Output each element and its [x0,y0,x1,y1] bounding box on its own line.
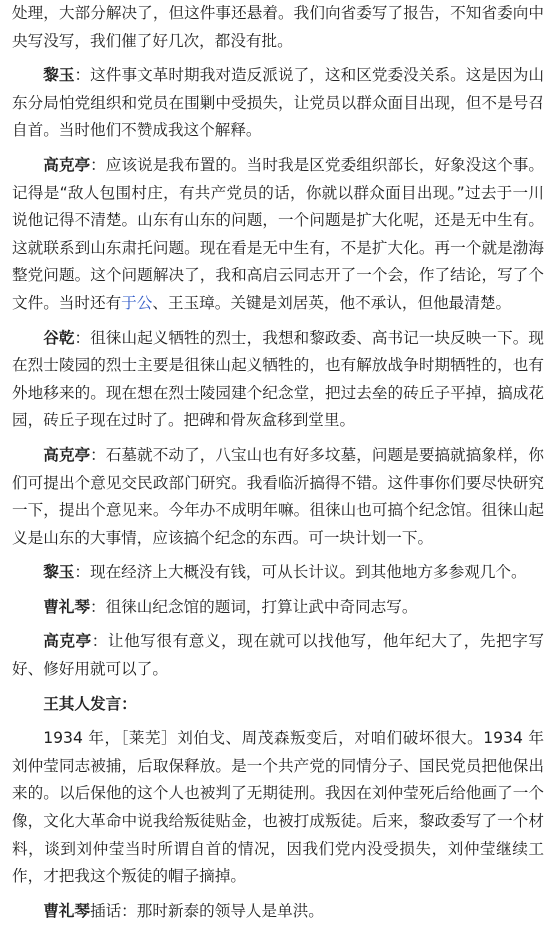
speaker-name: 高克亭 [43,155,91,174]
paragraph-caoliqin-2 [12,898,544,926]
paragraph-caoliqin-1 [12,594,544,622]
paragraph-text: ：徂徕山纪念馆的题词，打算让武中奇同志写。 [89,597,418,616]
speaker-name: 曹礼琴 [43,597,90,616]
speaker-name: 黎玉 [43,66,75,85]
paragraph-text: 1934 年，［莱芜］刘伯戈、周茂森叛变后，对咱们破坏很大。1934 年刘仲莹同志被捕，后取保释放。是一个共产党的同情分子、国民党员把他保出来的。以后保他的这个人也被判了无期徒刑。我因在刘仲莹死后给他画了一个像，文化大革命中说我给叛徒贴金，也被打成叛徒。后来，黎政委写了一个材料，谈到刘仲莹当时所谓自首的情况，因我们党内没受损失，刘仲莹继续工作，才把我这个叛徒的帽子摘掉。 [12,729,544,886]
paragraph-liyu-1 [12,62,544,145]
speaker-name: 高克亭 [43,445,91,464]
speaker-name: 谷乾 [43,328,75,347]
speaker-name: 高克亭 [43,632,92,651]
paragraph-text: ：让他写很有意义，现在就可以找他写，他年纪大了，先把字写好、修好用就可以了。 [12,632,544,679]
person-link[interactable]: 于公 [121,293,153,312]
section-heading: 王其人发言： [43,694,137,713]
paragraph-gaoketing-1 [12,152,544,318]
paragraph-text: 处理，大部分解决了，但这件事还悬着。我们向省委写了报告，不知省委向中央写没写，我们催了好几次，都没有批。 [12,4,544,50]
paragraph-text: 插话：那时新泰的领导人是单洪。 [89,901,324,920]
paragraph-liyu-2 [12,559,544,587]
paragraph-gaoketing-3 [12,628,544,683]
paragraph-text: ：徂徕山起义牺牲的烈士，我想和黎政委、高书记一块反映一下。现在烈士陵园的烈士主要是徂徕山起义牺牲的，也有解放战争时期牺牲的，也有外地移来的。现在想在烈士陵园建个纪念堂，把过去垒的砖丘子平掉，搞成花园，砖丘子现在过时了。把碑和骨灰盒移到堂里。 [12,328,544,430]
paragraph-guqian [12,325,544,435]
paragraph-continuation [12,0,544,55]
paragraph-text: ：这件事文革时期我对造反派说了，这和区党委没关系。这是因为山东分局怕党组织和党员在围剿中受损失，让党员以群众面目出现，但不是号召自首。当时他们不赞成我这个解释。 [12,66,544,140]
speaker-name: 曹礼琴 [43,901,90,920]
speaker-name: 黎玉 [43,563,75,582]
paragraph-wangqiren [12,725,544,891]
paragraph-text: ：石墓就不动了，八宝山也有好多坟墓，问题是要搞就搞象样，你们可提出个意见交民政部门研究。我看临沂搞得不错。这件事你们要尽快研究一下，提出个意见来。今年办不成明年嘛。徂徕山也可搞个纪念馆。徂徕山起义是山东的大事情，应该搞个纪念的东西。可一块计划一下。 [12,445,544,547]
paragraph-gaoketing-2 [12,442,544,552]
paragraph-text: 、王玉璋。关键是刘居英，他不承认，但他最清楚。 [152,293,512,312]
paragraph-text: ：现在经济上大概没有钱，可从长计议。到其他地方多参观几个。 [74,563,527,582]
paragraph-text: ：应该说是我布置的。当时我是区党委组织部长，好象没这个事。记得是“敌人包围村庄，有共产党员的话，你就以群众面目出现。”过去于一川说他记得不清楚。山东有山东的问题，一个问题是扩大化呢，还是无中生有。这就联系到山东肃托问题。现在看是无中生有，不是扩大化。再一个就是渤海整党问题。这个问题解决了，我和高启云同志开了一个会，作了结论，写了个文件。当时还有 [12,155,544,312]
